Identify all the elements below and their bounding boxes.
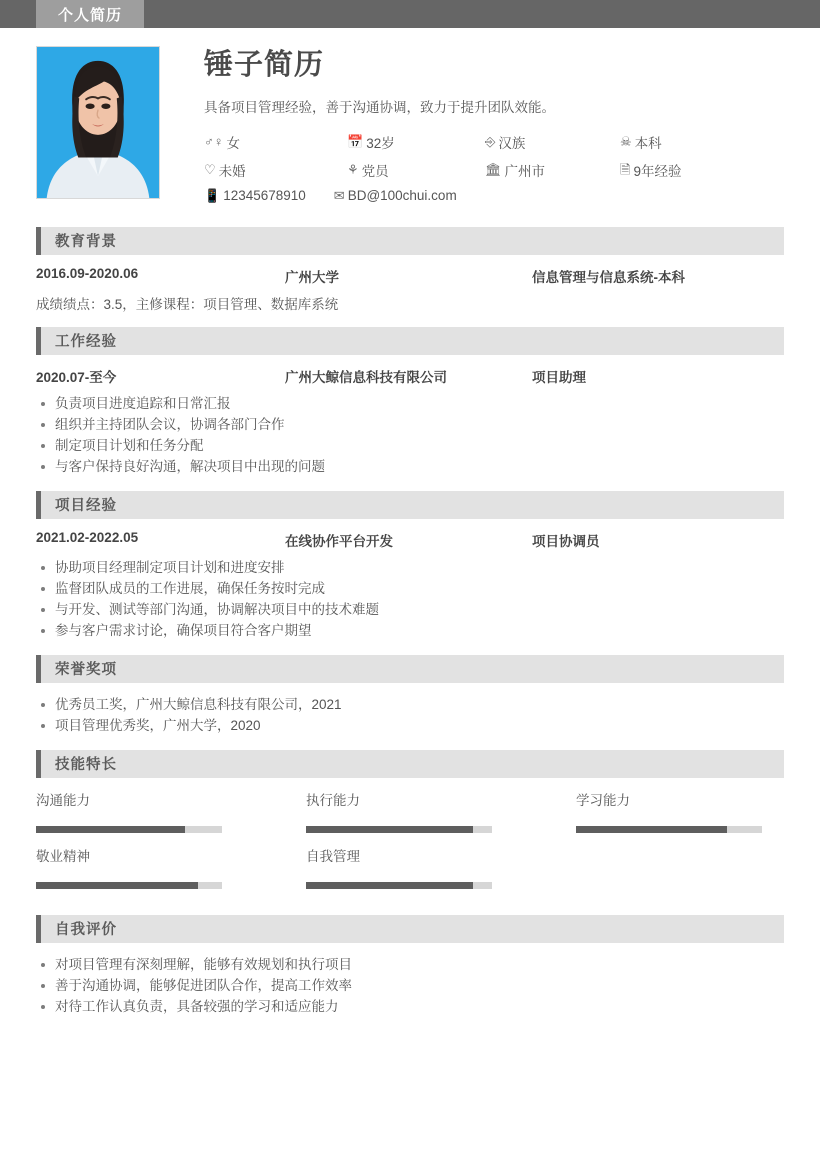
list-item: 对项目管理有深刻理解，能够有效规划和执行项目 bbox=[36, 954, 784, 975]
skill-progress-fill bbox=[36, 826, 185, 833]
info-phone[interactable] bbox=[204, 188, 306, 203]
section-project bbox=[36, 491, 784, 641]
phone-icon: 📱 bbox=[204, 187, 221, 203]
work-bullet-list bbox=[36, 393, 784, 477]
section-evaluation-body bbox=[36, 943, 784, 1017]
skill-item-communication bbox=[36, 789, 306, 845]
section-honors bbox=[36, 655, 784, 736]
info-degree-value: 本科 bbox=[634, 135, 662, 151]
section-evaluation-title: 自我评价 bbox=[55, 922, 117, 939]
info-age bbox=[347, 132, 485, 152]
list-item: 制定项目计划和任务分配 bbox=[36, 435, 784, 456]
tab-resume[interactable] bbox=[36, 0, 144, 28]
profile-contacts bbox=[204, 188, 784, 203]
list-item: 项目管理优秀奖，广州大学，2020 bbox=[36, 715, 784, 736]
page-content bbox=[0, 28, 820, 1017]
building-icon: 🏛 bbox=[485, 162, 502, 178]
skill-item-execution bbox=[306, 789, 576, 845]
section-education-header bbox=[36, 227, 784, 255]
skill-label: 学习能力 bbox=[576, 792, 630, 808]
section-education-title: 教育背景 bbox=[55, 234, 117, 251]
heart-icon: ♡ bbox=[204, 162, 216, 178]
info-gender-value: 女 bbox=[226, 135, 240, 151]
section-skills-header bbox=[36, 750, 784, 778]
list-item: 与客户保持良好沟通，解决项目中出现的问题 bbox=[36, 456, 784, 477]
section-honors-title: 荣誉奖项 bbox=[55, 662, 117, 679]
skill-progress-track bbox=[36, 882, 222, 889]
profile-details bbox=[160, 46, 784, 203]
list-item: 监督团队成员的工作进展，确保任务按时完成 bbox=[36, 578, 784, 599]
education-major: 信息管理与信息系统-本科 bbox=[532, 269, 685, 285]
user-icon: ⎆ bbox=[485, 134, 496, 150]
document-icon: 🗎 bbox=[620, 162, 631, 178]
skill-progress-track bbox=[306, 826, 492, 833]
education-entry-row bbox=[36, 266, 784, 286]
list-item: 对待工作认真负责，具备较强的学习和适应能力 bbox=[36, 996, 784, 1017]
top-bar bbox=[0, 0, 820, 28]
skill-label: 自我管理 bbox=[306, 848, 360, 864]
info-political-value: 党员 bbox=[361, 163, 389, 179]
section-education bbox=[36, 227, 784, 313]
skill-progress-track bbox=[576, 826, 762, 833]
skill-item-dedication bbox=[36, 845, 306, 901]
skill-item-self-management bbox=[306, 845, 576, 901]
education-school: 广州大学 bbox=[285, 269, 339, 285]
info-age-value: 32岁 bbox=[366, 135, 395, 151]
section-skills-title: 技能特长 bbox=[55, 757, 117, 774]
avatar-photo bbox=[37, 47, 159, 198]
graduation-icon: ☠ bbox=[620, 134, 632, 150]
work-entry-row bbox=[36, 366, 784, 386]
info-experience-value: 9年经验 bbox=[633, 163, 682, 179]
skill-item-placeholder bbox=[576, 845, 784, 901]
list-item: 善于沟通协调，能够促进团队合作，提高工作效率 bbox=[36, 975, 784, 996]
info-marital bbox=[204, 160, 347, 180]
section-skills bbox=[36, 750, 784, 901]
info-degree bbox=[620, 132, 784, 152]
project-date: 2021.02-2022.05 bbox=[36, 529, 139, 545]
skill-progress-fill bbox=[576, 826, 727, 833]
info-city-value: 广州市 bbox=[504, 163, 546, 179]
project-role: 项目协调员 bbox=[532, 533, 600, 549]
skills-grid bbox=[36, 789, 784, 901]
skill-label: 沟通能力 bbox=[36, 792, 90, 808]
section-project-body bbox=[36, 519, 784, 641]
info-experience bbox=[620, 160, 784, 180]
honors-bullet-list bbox=[36, 694, 784, 736]
info-ethnicity-value: 汉族 bbox=[498, 135, 526, 151]
education-date: 2016.09-2020.06 bbox=[36, 265, 139, 281]
info-email-value: BD@100chui.com bbox=[347, 187, 457, 203]
section-work-body bbox=[36, 355, 784, 477]
info-email[interactable] bbox=[334, 188, 457, 203]
list-item: 参与客户需求讨论，确保项目符合客户期望 bbox=[36, 620, 784, 641]
tab-resume-label: 个人简历 bbox=[58, 6, 123, 24]
mail-icon: ✉ bbox=[333, 187, 345, 203]
list-item: 负责项目进度追踪和日常汇报 bbox=[36, 393, 784, 414]
section-project-title: 项目经验 bbox=[55, 498, 117, 515]
skill-progress-fill bbox=[36, 882, 198, 889]
skill-progress-fill bbox=[306, 826, 473, 833]
info-marital-value: 未婚 bbox=[218, 163, 246, 179]
section-work bbox=[36, 327, 784, 477]
skill-label: 敬业精神 bbox=[36, 848, 90, 864]
flag-icon: ⚘ bbox=[347, 162, 359, 178]
profile-tagline: 具备项目管理经验，善于沟通协调，致力于提升团队效能。 bbox=[204, 99, 555, 115]
work-role: 项目助理 bbox=[532, 369, 586, 385]
section-evaluation-header bbox=[36, 915, 784, 943]
skill-progress-track bbox=[306, 882, 492, 889]
skill-progress-fill bbox=[306, 882, 473, 889]
profile-header bbox=[36, 28, 784, 213]
info-city bbox=[485, 160, 620, 180]
list-item: 组织并主持团队会议，协调各部门合作 bbox=[36, 414, 784, 435]
section-education-body bbox=[36, 255, 784, 313]
project-name: 在线协作平台开发 bbox=[285, 533, 393, 549]
section-skills-body bbox=[36, 778, 784, 901]
section-project-header bbox=[36, 491, 784, 519]
evaluation-bullet-list bbox=[36, 954, 784, 1017]
list-item: 与开发、测试等部门沟通，协调解决项目中的技术难题 bbox=[36, 599, 784, 620]
info-ethnicity bbox=[485, 132, 620, 152]
info-political bbox=[347, 160, 485, 180]
project-bullet-list bbox=[36, 557, 784, 641]
avatar bbox=[36, 46, 160, 199]
project-entry-row bbox=[36, 530, 784, 550]
top-bar-spacer bbox=[0, 0, 36, 28]
work-date: 2020.07-至今 bbox=[36, 369, 117, 385]
calendar-icon: 📅 bbox=[347, 134, 364, 150]
section-work-header bbox=[36, 327, 784, 355]
list-item: 优秀员工奖，广州大鲸信息科技有限公司，2021 bbox=[36, 694, 784, 715]
skill-progress-track bbox=[36, 826, 222, 833]
section-honors-body bbox=[36, 683, 784, 736]
work-company: 广州大鲸信息科技有限公司 bbox=[285, 369, 447, 385]
skill-item-learning bbox=[576, 789, 784, 845]
skill-label: 执行能力 bbox=[306, 792, 360, 808]
gender-icon: ♂♀ bbox=[204, 134, 224, 150]
section-honors-header bbox=[36, 655, 784, 683]
info-gender bbox=[204, 132, 347, 152]
list-item: 协助项目经理制定项目计划和进度安排 bbox=[36, 557, 784, 578]
section-evaluation bbox=[36, 915, 784, 1017]
profile-info-grid bbox=[204, 132, 784, 180]
page-title: 锤子简历 bbox=[204, 49, 325, 81]
section-work-title: 工作经验 bbox=[55, 334, 117, 351]
info-phone-value: 12345678910 bbox=[223, 187, 306, 203]
education-note: 成绩绩点：3.5，主修课程：项目管理、数据库系统 bbox=[36, 296, 339, 312]
